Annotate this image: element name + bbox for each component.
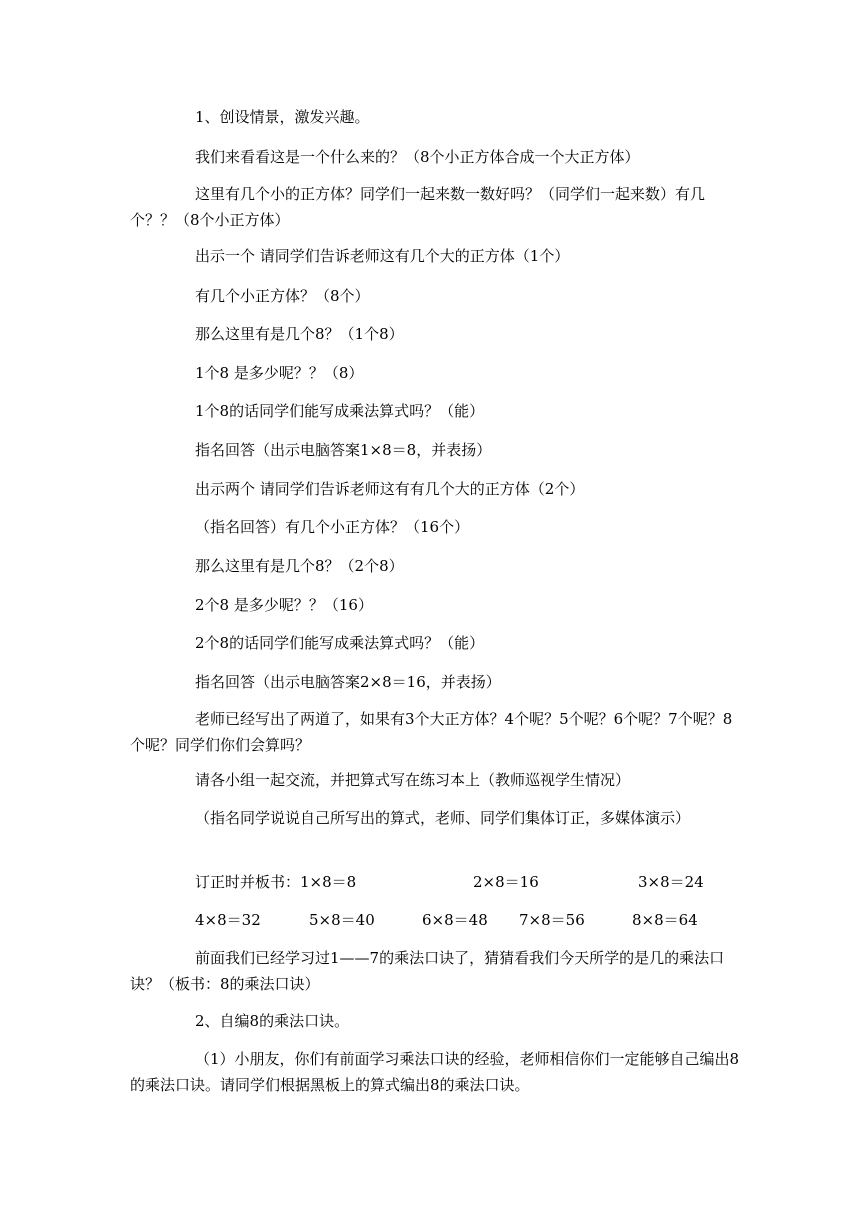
section-heading-1: 1、创设情景，激发兴趣。 <box>195 108 370 126</box>
paragraph: 请各小组一起交流，并把算式写在练习本上（教师巡视学生情况） <box>195 771 631 789</box>
paragraph: 那么这里有是几个8？（1个8） <box>195 325 404 343</box>
paragraph: 这里有几个小的正方体？同学们一起来数一数好吗？（同学们一起来数）有几个？？（8个小正方体） <box>130 185 706 229</box>
paragraph: 指名回答（出示电脑答案1×8＝8，并表扬） <box>195 441 492 459</box>
paragraph: （指名回答）有几个小正方体？（16个） <box>195 518 470 536</box>
paragraph: 2个8的话同学们能写成乘法算式吗？（能） <box>195 634 485 652</box>
board-formula: 3×8＝24 <box>638 873 704 891</box>
paragraph: 那么这里有是几个8？（2个8） <box>195 557 404 575</box>
paragraph: 有几个小正方体？（8个） <box>195 287 370 305</box>
paragraph: 指名回答（出示电脑答案2×8＝16，并表扬） <box>195 673 501 691</box>
paragraph: 1个8的话同学们能写成乘法算式吗？（能） <box>195 402 485 420</box>
board-formula: 8×8＝64 <box>632 911 698 929</box>
paragraph: 前面我们已经学习过1——7的乘法口诀了，猜猜看我们今天所学的是几的乘法口诀？（板书：8的乘法口诀） <box>130 949 725 993</box>
board-formula: 7×8＝56 <box>519 911 585 929</box>
section-heading-2: 2、自编8的乘法口诀。 <box>195 1012 350 1030</box>
board-formula: 5×8＝40 <box>309 911 375 929</box>
paragraph: 出示两个 请同学们告诉老师这有有几个大的正方体（2个） <box>195 480 585 498</box>
paragraph: 我们来看看这是一个什么来的？（8个小正方体合成一个大正方体） <box>195 148 640 166</box>
paragraph: （指名同学说说自己所写出的算式，老师、同学们集体订正，多媒体演示） <box>195 809 691 827</box>
board-formula: 4×8＝32 <box>195 911 261 929</box>
board-formula: 2×8＝16 <box>473 873 539 891</box>
paragraph: 2个8 是多少呢？？（16） <box>195 596 373 614</box>
paragraph: 出示一个 请同学们告诉老师这有几个大的正方体（1个） <box>195 247 570 265</box>
paragraph: （1）小朋友，你们有前面学习乘法口诀的经验，老师相信你们一定能够自己编出8的乘法口诀。请同学们根据黑板上的算式编出8的乘法口诀。 <box>130 1050 740 1094</box>
paragraph: 老师已经写出了两道了，如果有3个大正方体？4个呢？5个呢？6个呢？7个呢？8个呢？同学们你们会算吗？ <box>130 710 733 754</box>
board-formula: 订正时并板书：1×8＝8 <box>195 873 357 891</box>
paragraph: 1个8 是多少呢？？（8） <box>195 364 364 382</box>
board-formula: 6×8＝48 <box>422 911 488 929</box>
